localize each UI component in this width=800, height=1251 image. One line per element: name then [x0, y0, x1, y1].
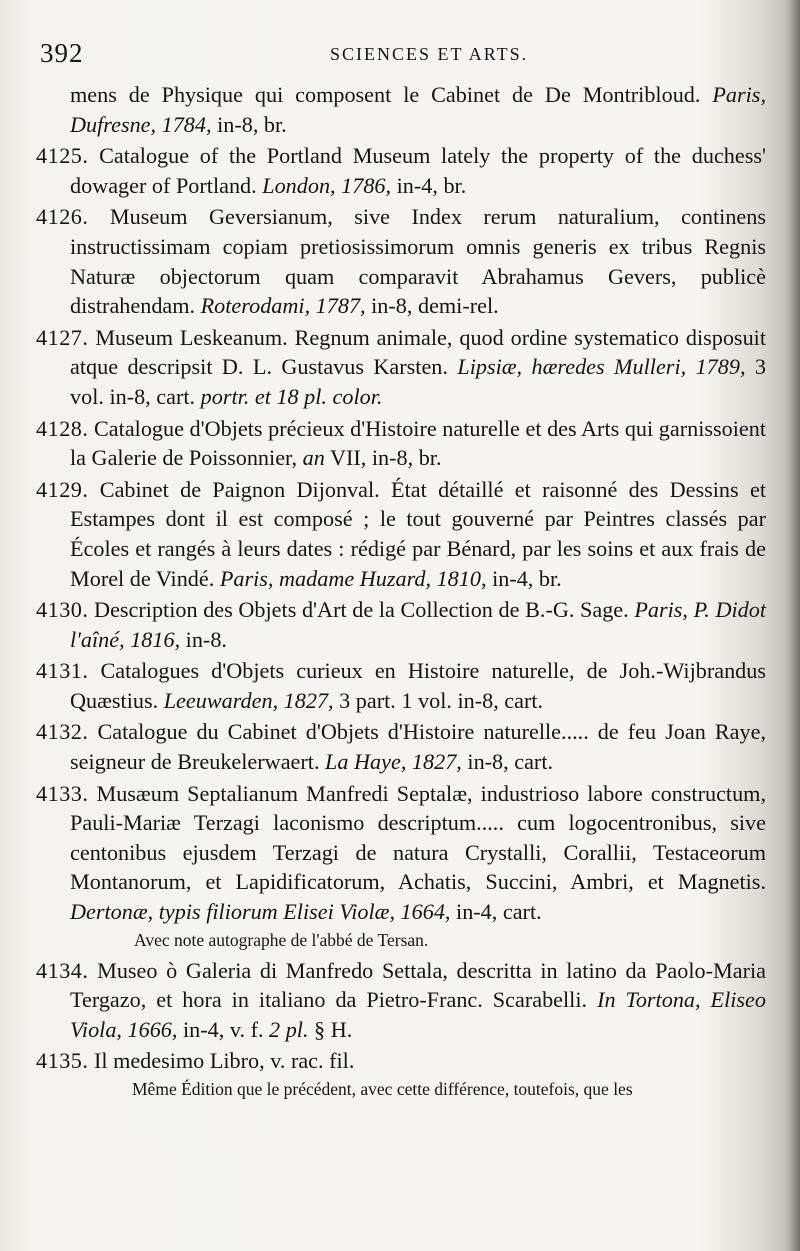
- entry-4127: [36, 323, 766, 412]
- entry-number: 4132.: [36, 719, 89, 745]
- entry-number: 4125.: [36, 143, 89, 169]
- entry-format: 3 vol. in-8, cart.: [70, 354, 767, 409]
- entry-format: in-4, br.: [486, 565, 562, 591]
- entry-note: Avec note autographe de l'abbé de Tersan.: [134, 929, 429, 950]
- entry-number: 4131.: [36, 658, 89, 684]
- entry-format: in-8, demi-rel.: [365, 293, 499, 319]
- page-header: [40, 38, 760, 78]
- entry-4126: [36, 202, 766, 320]
- entry-format: 3 part. 1 vol. in-8, cart.: [333, 687, 544, 713]
- entry-text: mens de Physique qui composent le Cabinet de De Montribloud.: [70, 82, 713, 107]
- entry-number: 4135.: [36, 1048, 89, 1074]
- entry-imprint: Paris, madame Huzard, 1810,: [219, 565, 487, 591]
- entry-number: 4128.: [36, 415, 89, 441]
- entry-text: Il medesimo Libro, v. rac. fil.: [88, 1048, 355, 1074]
- entry-text: Museum Geversianum, sive Index rerum naturalium, continens instructissimam copiam pretiosissimorum omnis generis ex tribus Regnis Naturæ objectorum quam comparavit Abrahamus Gevers, publicè distrahendam.: [70, 204, 766, 319]
- running-head: SCIENCES ET ARTS.: [330, 44, 529, 64]
- entry-continuation: [36, 80, 766, 139]
- entry-plates: portr. et 18 pl. color.: [200, 383, 383, 409]
- entry-imprint: In Tortona, Eliseo Viola, 1666,: [70, 987, 767, 1042]
- entry-imprint: an: [302, 445, 325, 471]
- entry-format: in-4, v. f.: [177, 1016, 270, 1042]
- page-gutter-shadow: [786, 0, 800, 1251]
- entry-text: Musæum Septalianum Manfredi Septalæ, industrioso labore constructum, Pauli-Mariæ Terzagi laconismo descriptum..... cum logocentronibus, sive centonibus ejusdem Terzagi de natura Crystalli, Corallii, Testaceorum Montanorum, et Lapidificatorum, Achatis, Succini, Ambri, et Magnetis.: [70, 780, 766, 895]
- entry-number: 4134.: [36, 957, 89, 983]
- entry-4128: [36, 414, 766, 473]
- entry-format: in-8, cart.: [461, 749, 554, 775]
- entry-4133: [36, 779, 766, 927]
- entry-4134: [36, 956, 766, 1045]
- entry-format: in-8, br.: [211, 111, 287, 137]
- entry-text: Catalogues d'Objets curieux en Histoire naturelle, de Joh.-Wijbrandus Quæstius.: [70, 658, 766, 713]
- entry-text: Cabinet de Paignon Dijonval. État détaillé et raisonné des Dessins et Estampes dont il est composé ; le tout gouverné par Peintres classés par Écoles et rangés à leurs dates : rédigé par Bénard, par les soins et aux frais de Morel de Vindé.: [70, 476, 766, 591]
- entry-4132: [36, 717, 766, 776]
- entry-note: Même Édition que le précédent, avec cette différence, toutefois, que les: [132, 1079, 633, 1099]
- entry-format: in-4, br.: [391, 172, 467, 198]
- entry-4131: [36, 656, 766, 715]
- entry-text: Museum Leskeanum. Regnum animale, quod ordine systematico disposuit atque descripsit D. L. Gustavus Karsten.: [70, 324, 766, 380]
- entry-imprint: Leeuwarden, 1827,: [163, 687, 334, 713]
- entry-4129: [36, 475, 766, 593]
- entry-number: 4127.: [36, 324, 89, 350]
- entry-text: Catalogue of the Portland Museum lately the property of the duchess' dowager of Portland.: [70, 143, 766, 198]
- entry-text: Description des Objets d'Art de la Collection de B.-G. Sage.: [88, 597, 635, 623]
- entry-4125: [36, 141, 766, 200]
- entry-text: Catalogue du Cabinet d'Objets d'Histoire naturelle..... de feu Joan Raye, seigneur de Breukelerwaert.: [70, 719, 766, 775]
- entry-imprint: Paris, Dufresne, 1784,: [70, 82, 766, 137]
- entry-mark: § H.: [308, 1016, 353, 1042]
- entry-imprint: Roterodami, 1787,: [200, 293, 366, 319]
- entry-text: Museo ò Galeria di Manfredo Settala, descritta in latino da Paolo-Maria Tergazo, et hora in italiano da Pietro-Franc. Scarabelli.: [70, 957, 766, 1013]
- entry-number: 4130.: [36, 597, 89, 623]
- entry-number: 4133.: [36, 780, 89, 806]
- entry-format: in-4, cart.: [450, 899, 542, 925]
- catalogue-entries: [36, 80, 766, 1105]
- entry-imprint: Dertonæ, typis filiorum Elisei Violæ, 1664,: [70, 899, 451, 925]
- entry-4130: [36, 595, 766, 654]
- entry-imprint: London, 1786,: [262, 172, 392, 198]
- entry-format: in-8.: [180, 626, 227, 652]
- entry-plates: 2 pl.: [269, 1016, 309, 1042]
- entry-imprint: La Haye, 1827,: [325, 749, 462, 775]
- entry-text: Catalogue d'Objets précieux d'Histoire naturelle et des Arts qui garnissoient la Galerie de Poissonnier,: [70, 415, 766, 471]
- entry-imprint: Lipsiæ, hæredes Mulleri, 1789,: [457, 354, 746, 380]
- page-number: 392: [40, 38, 84, 68]
- entry-4135: [36, 1046, 766, 1076]
- entry-imprint: Paris, P. Didot l'aîné, 1816,: [70, 597, 767, 652]
- entry-number: 4126.: [36, 204, 89, 230]
- entry-number: 4129.: [36, 476, 89, 502]
- entry-format: VII, in-8, br.: [324, 445, 442, 471]
